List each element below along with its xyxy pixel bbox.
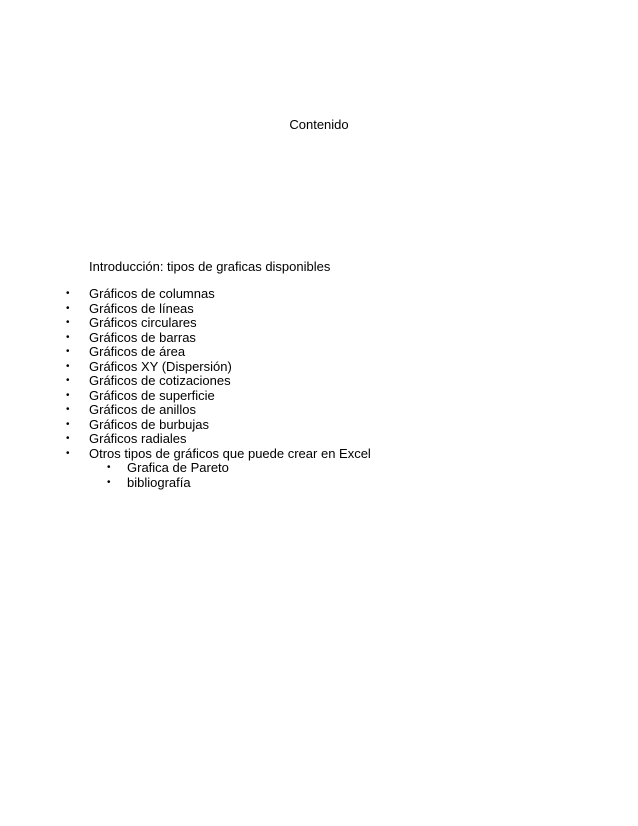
list-item-label: Gráficos XY (Dispersión) [89,358,232,374]
sub-list-item-label: Grafica de Pareto [127,460,229,475]
list-item-label: Otros tipos de gráficos que puede crear en Excel [89,445,371,461]
bullet-icon: • [66,360,70,372]
intro-line: Introducción: tipos de graficas disponibles [89,259,331,274]
bullet-icon: • [66,317,70,328]
list-item-label: Gráficos radiales [89,431,187,446]
bullet-icon: • [107,462,111,473]
bullet-icon: • [66,404,70,415]
page-title [0,117,638,132]
list-item-label: Gráficos de superficie [89,387,215,403]
list-item-label: Gráficos circulares [89,315,197,330]
bullet-icon: • [107,476,111,488]
list-item-label: Gráficos de burbujas [89,416,209,432]
bullet-icon: • [66,302,70,314]
list-item-label: Gráficos de anillos [89,402,196,417]
bullet-icon: • [66,331,70,343]
bullet-icon: • [66,375,70,386]
list-item-label: Gráficos de líneas [89,300,194,316]
bullet-icon: • [66,346,70,357]
bullet-icon: • [66,447,70,459]
bullet-icon: • [66,433,70,444]
sub-list-item-label: bibliografía [127,474,191,490]
page-title-text: Contenido [289,117,349,132]
bullet-icon: • [66,389,70,401]
list-item-label: Gráficos de columnas [89,286,215,301]
list-item-label: Gráficos de área [89,344,186,359]
list-item-label: Gráficos de barras [89,329,196,345]
list-item-label: Gráficos de cotizaciones [89,373,231,388]
bullet-icon: • [66,288,70,299]
bullet-icon: • [66,418,70,430]
